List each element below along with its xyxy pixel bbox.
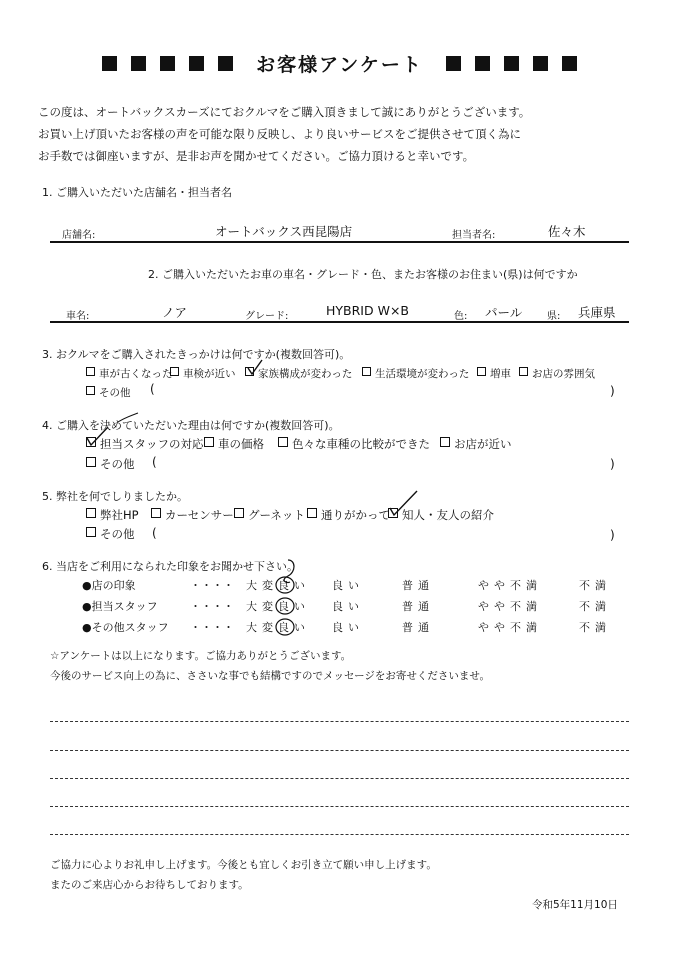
rating-option-unsatisfied[interactable]: 不満 (579, 600, 611, 613)
checkbox[interactable] (86, 457, 96, 467)
rating-row-label: ●担当スタッフ (82, 600, 158, 613)
pref-value[interactable]: 兵庫県 (578, 305, 616, 320)
survey-date: 令和5年11月10日 (532, 899, 618, 911)
q5-question: 5. 弊社を何でしりましたか。 (42, 490, 188, 503)
decor-square (160, 56, 175, 71)
rating-row-label: ●その他スタッフ (82, 621, 169, 634)
rating-option-very-good[interactable]: 大変良い (246, 579, 310, 592)
q5-option-checked[interactable]: 知人・友人の紹介 (388, 507, 494, 523)
thanks-line: またのご来店心からお待ちしております。 (50, 879, 249, 891)
rating-option-very-good[interactable]: 大変良い (246, 621, 310, 634)
checkbox[interactable] (519, 367, 528, 376)
q5-paren-open: ( (152, 526, 157, 540)
rating-option-normal[interactable]: 普通 (402, 600, 434, 613)
q3-option[interactable]: 車検が近い (170, 366, 236, 381)
rating-option-good[interactable]: 良い (332, 579, 364, 592)
decor-square (475, 56, 490, 71)
rating-option-normal[interactable]: 普通 (402, 621, 434, 634)
rating-dots: ・・・・ (190, 600, 234, 613)
grade-label: グレード: (245, 311, 289, 322)
checkbox[interactable] (86, 367, 95, 376)
q1-underline (50, 241, 629, 243)
checkbox[interactable] (307, 508, 317, 518)
car-value[interactable]: ノア (162, 305, 188, 320)
q4-option-checked[interactable]: 担当スタッフの対応 (86, 436, 204, 452)
q3-paren-open: ( (150, 382, 155, 396)
q4-option[interactable]: お店が近い (440, 436, 512, 452)
rating-option-slightly-unsatisfied[interactable]: やや不満 (478, 600, 542, 613)
message-line[interactable] (50, 806, 629, 807)
page-title: お客様アンケート (256, 54, 423, 76)
grade-value[interactable]: HYBRID W×B (326, 303, 409, 318)
rating-option-slightly-unsatisfied[interactable]: やや不満 (478, 621, 542, 634)
q5-option[interactable]: グーネット (234, 507, 305, 523)
q5-option[interactable]: 弊社HP (86, 507, 139, 523)
message-prompt: 今後のサービス向上の為に、ささいな事でも結構ですのでメッセージをお寄せくださいませ。 (50, 670, 491, 682)
checkbox[interactable] (170, 367, 179, 376)
q6-question: 6. 当店をご利用になられた印象をお聞かせ下さい。 (42, 560, 298, 573)
q5-option[interactable]: カーセンサー (151, 507, 234, 523)
q3-paren-close: ) (610, 384, 615, 398)
checkbox[interactable] (440, 437, 450, 447)
selection-circle-icon (264, 556, 304, 640)
rating-row (82, 619, 622, 635)
message-line[interactable] (50, 750, 629, 751)
q4-option-other[interactable]: その他 (86, 456, 135, 472)
staff-value[interactable]: 佐々木 (548, 224, 586, 239)
rating-row (82, 577, 622, 593)
intro-line: お買い上げ頂いたお客様の声を可能な限り反映し、より良いサービスをご提供させて頂く為に (38, 127, 521, 141)
q3-option[interactable]: お店の雰囲気 (519, 366, 595, 381)
q3-option[interactable]: 車が古くなった (86, 366, 173, 381)
checkbox[interactable] (477, 367, 486, 376)
underline-mark-icon (116, 410, 140, 426)
intro-line: お手数では御座いますが、是非お声を聞かせてください。ご協力頂けると幸いです。 (38, 149, 475, 163)
intro-line: この度は、オートバックスカーズにておクルマをご購入頂きまして誠にありがとうございます。 (38, 105, 531, 119)
q3-option-other[interactable]: その他 (86, 385, 131, 400)
message-line[interactable] (50, 778, 629, 779)
check-mark-icon (84, 424, 110, 448)
q3-question: 3. おクルマをご購入されたきっかけは何ですか(複数回答可)。 (42, 348, 351, 361)
check-mark-icon (246, 358, 266, 378)
rating-option-good[interactable]: 良い (332, 600, 364, 613)
end-note: ☆アンケートは以上になります。ご協力ありがとうございます。 (50, 650, 352, 662)
rating-dots: ・・・・ (190, 579, 234, 592)
rating-dots: ・・・・ (190, 621, 234, 634)
pref-label: 県: (547, 311, 561, 322)
rating-option-unsatisfied[interactable]: 不満 (579, 621, 611, 634)
checkbox[interactable] (86, 508, 96, 518)
decor-square (446, 56, 461, 71)
decor-square (189, 56, 204, 71)
q1-question: 1. ご購入いただいた店舗名・担当者名 (42, 186, 232, 199)
q4-option[interactable]: 車の価格 (204, 436, 264, 452)
rating-option-good[interactable]: 良い (332, 621, 364, 634)
q3-option[interactable]: 生活環境が変わった (362, 366, 469, 381)
checkbox[interactable] (151, 508, 161, 518)
decor-square (102, 56, 117, 71)
q4-option[interactable]: 色々な車種の比較ができた (278, 436, 430, 452)
color-label: 色: (454, 311, 468, 322)
store-label: 店舗名: (62, 230, 96, 241)
q5-paren-close: ) (610, 528, 615, 542)
decor-square (533, 56, 548, 71)
checkbox[interactable] (86, 527, 96, 537)
thanks-line: ご協力に心よりお礼申し上げます。今後とも宜しくお引き立て願い申し上げます。 (50, 859, 437, 871)
decor-square (504, 56, 519, 71)
checkbox[interactable] (234, 508, 244, 518)
rating-option-very-good[interactable]: 大変良い (246, 600, 310, 613)
rating-row-label: ●店の印象 (82, 579, 136, 592)
checkbox[interactable] (278, 437, 288, 447)
q3-option[interactable]: 増車 (477, 366, 511, 381)
q5-option-other[interactable]: その他 (86, 526, 135, 542)
q3-option-checked[interactable]: 家族構成が変わった (245, 366, 352, 381)
q4-paren-close: ) (610, 457, 615, 471)
checkbox[interactable] (204, 437, 214, 447)
q4-paren-open: ( (152, 455, 157, 469)
check-mark-icon (387, 488, 419, 518)
rating-option-normal[interactable]: 普通 (402, 579, 434, 592)
decor-square (562, 56, 577, 71)
color-value[interactable]: パール (485, 305, 523, 320)
q4-question: 4. ご購入を決めていただいた理由は何ですか(複数回答可)。 (42, 419, 340, 432)
q5-option[interactable]: 通りがかって (307, 507, 390, 523)
car-label: 車名: (66, 311, 90, 322)
message-line[interactable] (50, 834, 629, 835)
rating-option-unsatisfied[interactable]: 不満 (579, 579, 611, 592)
rating-row (82, 598, 622, 614)
q2-question: 2. ご購入いただいたお車の車名・グレード・色、またお客様のお住まい(県)は何ですか (148, 268, 578, 281)
store-value[interactable]: オートバックス西昆陽店 (215, 224, 353, 239)
checkbox[interactable] (362, 367, 371, 376)
q2-underline (50, 321, 629, 323)
staff-label: 担当者名: (452, 230, 496, 241)
decor-square (131, 56, 146, 71)
message-line[interactable] (50, 721, 629, 722)
rating-option-slightly-unsatisfied[interactable]: やや不満 (478, 579, 542, 592)
title-bar (0, 50, 679, 77)
checkbox[interactable] (86, 386, 95, 395)
decor-square (218, 56, 233, 71)
